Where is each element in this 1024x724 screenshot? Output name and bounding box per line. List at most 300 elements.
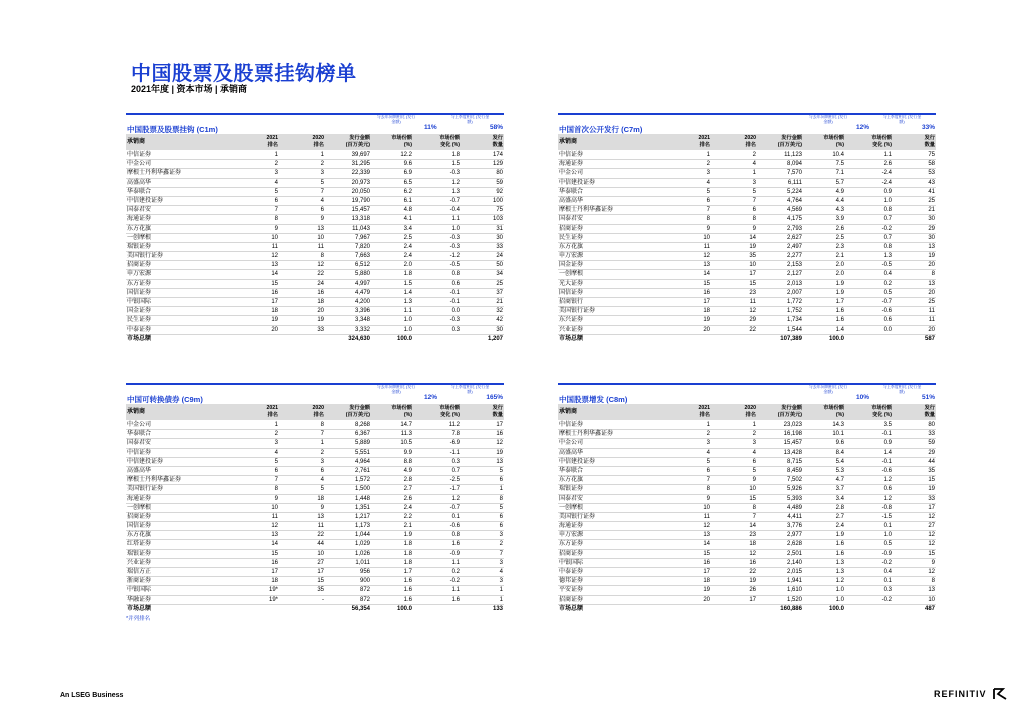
- proceeds: 4,764: [786, 197, 802, 204]
- table-row: [126, 577, 504, 586]
- underwriter-name: 中泰证券: [559, 569, 584, 575]
- rank-2021: 14: [703, 271, 710, 278]
- market-share: 1.0: [835, 587, 844, 594]
- proceeds: 5,224: [786, 188, 802, 195]
- share-change: 1.2: [883, 477, 892, 484]
- table-row: [126, 270, 504, 279]
- market-share: 1.5: [403, 280, 412, 287]
- market-share: 5.7: [835, 179, 844, 186]
- share-change: -2.4: [881, 170, 892, 177]
- header-rank-2020-line2: 排名: [745, 411, 756, 418]
- rank-2020: 5: [752, 467, 756, 474]
- table-row: [126, 298, 504, 307]
- table-row: [558, 206, 936, 215]
- rank-2020: 23: [749, 289, 756, 296]
- deal-count: 92: [496, 188, 503, 195]
- table-row: [126, 234, 504, 243]
- proceeds: 1,026: [354, 550, 370, 557]
- market-share: 1.6: [403, 596, 412, 603]
- rank-2021: 15: [271, 280, 278, 287]
- rank-2020: 1: [752, 170, 756, 177]
- panel-top-rule: [558, 113, 936, 115]
- underwriter-name: 东方花旗: [127, 532, 152, 539]
- proceeds: 2,013: [786, 280, 802, 287]
- refinitiv-wordmark: REFINITIV: [934, 689, 987, 699]
- table-row: [126, 495, 504, 504]
- rank-2020: 4: [320, 477, 324, 484]
- table-row: [126, 243, 504, 252]
- market-share: 2.0: [403, 262, 412, 269]
- underwriter-name: 国信证券: [127, 289, 152, 296]
- header-deal-count: [479, 135, 503, 148]
- market-share: 2.1: [403, 523, 412, 530]
- proceeds: 1,941: [786, 578, 802, 585]
- table-row: [126, 197, 504, 206]
- rank-2021: 4: [706, 179, 710, 186]
- underwriter-name: 国泰君安: [559, 216, 584, 223]
- yoy-change-value: 10%: [856, 394, 870, 401]
- table-row: [558, 215, 936, 224]
- header-market-share-line1: 市场份额: [391, 405, 412, 411]
- rank-2020: 8: [320, 253, 324, 260]
- header-rank-2020-line2: 排名: [313, 411, 324, 418]
- share-change: -0.6: [449, 523, 460, 530]
- header-rank-2020: [294, 135, 324, 148]
- rank-2021: 16: [703, 559, 710, 566]
- proceeds: 5,880: [354, 271, 370, 278]
- rank-2020: 9: [752, 477, 756, 484]
- proceeds: 1,448: [354, 495, 370, 502]
- header-market-share-line2: (%): [835, 141, 844, 148]
- rank-2021: 6: [706, 197, 710, 204]
- rank-2020: 10: [317, 234, 324, 241]
- proceeds: 1,772: [786, 299, 802, 305]
- share-change: 0.7: [451, 467, 460, 474]
- rank-2021: 8: [274, 216, 278, 223]
- underwriter-name: 平安证券: [559, 587, 584, 594]
- table-row: [558, 495, 936, 504]
- market-share: 3.4: [835, 495, 844, 502]
- deal-count: 7: [499, 550, 503, 557]
- header-rank-2021-line1: 2021: [698, 135, 710, 141]
- proceeds: 5,889: [354, 440, 370, 447]
- market-share: 1.6: [835, 550, 844, 557]
- deal-count: 2: [499, 541, 503, 548]
- rank-2021: 15: [703, 280, 710, 287]
- deal-count: 34: [496, 271, 503, 278]
- market-share: 1.3: [835, 559, 844, 566]
- header-market-share-line2: (%): [403, 141, 412, 148]
- table-row: [126, 458, 504, 467]
- rank-2020: 17: [749, 271, 756, 278]
- market-share: 7.5: [835, 161, 844, 168]
- header-share-change-line1: 市场份额: [871, 135, 892, 141]
- market-share: 1.8: [403, 271, 412, 278]
- proceeds: 20,973: [351, 179, 370, 186]
- market-share: 14.3: [832, 422, 844, 428]
- header-share-change-line2: 变化 (%): [872, 411, 892, 418]
- table-row: [126, 225, 504, 234]
- header-rank-2020-line1: 2020: [312, 135, 324, 141]
- deal-count: 19: [928, 486, 935, 493]
- table-row: [558, 261, 936, 270]
- share-change: 11.2: [448, 422, 460, 428]
- proceeds: 1,734: [786, 317, 802, 324]
- header-rank-2021-line2: 排名: [267, 411, 278, 418]
- table-row: [558, 430, 936, 439]
- share-change: 1.5: [451, 161, 460, 168]
- table-header: [126, 404, 504, 420]
- share-change: 0.6: [451, 280, 460, 287]
- market-share: 6.2: [403, 188, 412, 195]
- table-row: [126, 169, 504, 178]
- table-row: [558, 243, 936, 252]
- panel-title: 中国股票及股票挂钩 (C1m): [127, 125, 218, 134]
- underwriter-name: 兴业证券: [127, 559, 152, 566]
- rank-2020: 9: [752, 225, 756, 232]
- header-underwriter: 承销商: [127, 139, 146, 145]
- underwriter-name: 高盛高华: [559, 449, 584, 456]
- table-header: [558, 404, 936, 420]
- header-rank-2020-line2: 排名: [313, 141, 324, 148]
- rank-2021: 13: [271, 532, 278, 539]
- rank-2020: 4: [752, 449, 756, 456]
- table-row: [126, 188, 504, 197]
- market-share: 1.6: [835, 308, 844, 315]
- share-change: -2.5: [449, 477, 460, 484]
- deal-count: 12: [928, 513, 935, 520]
- market-share: 8.8: [403, 458, 412, 465]
- underwriter-name: 东方花旗: [559, 243, 584, 250]
- share-change: 0.7: [883, 234, 892, 241]
- rank-2020: 7: [752, 513, 756, 520]
- deal-count: 37: [496, 289, 503, 296]
- underwriter-name: 中金公司: [559, 440, 584, 447]
- deal-count: 80: [496, 170, 503, 177]
- rank-2021: 12: [703, 253, 710, 260]
- proceeds: 6,367: [354, 431, 370, 438]
- table-row: [126, 550, 504, 559]
- rank-2020: 44: [317, 541, 324, 548]
- market-share: 2.7: [835, 513, 844, 520]
- table-row: [126, 586, 504, 595]
- rank-2020: 10: [749, 262, 756, 269]
- deal-count: 21: [496, 299, 503, 305]
- proceeds: 1,544: [786, 326, 802, 333]
- table-row: [126, 326, 504, 335]
- share-change: -0.9: [449, 550, 460, 557]
- table-row: [126, 252, 504, 261]
- market-share: 1.2: [835, 578, 844, 585]
- proceeds: 31,295: [351, 161, 370, 168]
- underwriter-name: 东方证券: [559, 541, 584, 548]
- total-row: [126, 605, 504, 613]
- rank-2020: 3: [752, 179, 756, 186]
- underwriter-name: 德邦证券: [559, 578, 584, 585]
- header-proceeds: [762, 405, 802, 418]
- market-share: 6.1: [403, 197, 412, 204]
- market-share: 6.9: [403, 170, 412, 177]
- rank-2020: 3: [320, 458, 324, 465]
- rank-2020: 5: [752, 188, 756, 195]
- header-rank-2020-line1: 2020: [312, 405, 324, 411]
- rank-2021: 5: [706, 188, 710, 195]
- market-share: 9.9: [403, 449, 412, 456]
- table-row: [558, 188, 936, 197]
- proceeds: 4,200: [354, 299, 370, 305]
- deal-count: 12: [928, 541, 935, 548]
- header-rank-2021: [248, 405, 278, 418]
- table-row: [558, 252, 936, 261]
- deal-count: 16: [496, 431, 503, 438]
- qoq-change-value: 165%: [486, 394, 503, 401]
- proceeds: 13,318: [351, 216, 370, 223]
- rank-2020: 15: [317, 578, 324, 585]
- header-deal-count-line2: 数量: [924, 141, 935, 148]
- share-change: 3.5: [883, 422, 892, 428]
- share-change: 1.1: [883, 152, 892, 158]
- rank-2020: 1: [320, 152, 324, 158]
- share-change: 0.7: [883, 216, 892, 223]
- market-share: 4.9: [835, 188, 844, 195]
- proceeds: 16,198: [783, 431, 802, 438]
- deal-count: 27: [928, 523, 935, 530]
- footnote: [126, 344, 504, 352]
- footnote: [558, 344, 936, 352]
- table-row: [558, 522, 936, 531]
- table-row: [558, 568, 936, 577]
- rank-2020: 11: [749, 299, 756, 305]
- underwriter-name: 瑞信方正: [127, 569, 152, 575]
- rank-2021: 9: [706, 225, 710, 232]
- total-deal-count: 133: [492, 605, 503, 612]
- rank-2020: 13: [317, 225, 324, 232]
- rank-2020: 18: [317, 495, 324, 502]
- rank-2020: 15: [749, 495, 756, 502]
- rank-2021: 15: [703, 550, 710, 557]
- header-underwriter: 承销商: [559, 139, 578, 145]
- market-share: 2.0: [835, 262, 844, 269]
- market-share: 6.5: [403, 179, 412, 186]
- underwriter-name: 国信证券: [559, 289, 584, 296]
- share-change: 0.4: [883, 569, 892, 575]
- qoq-label: 与上季度相比 (发行金额): [450, 384, 490, 394]
- table-row: [126, 513, 504, 522]
- deal-count: 21: [928, 207, 935, 214]
- market-share: 3.4: [403, 225, 412, 232]
- rank-2020: 11: [317, 523, 324, 530]
- market-share: 2.4: [835, 523, 844, 530]
- total-market-share: 100.0: [828, 605, 844, 612]
- market-share: 9.6: [835, 440, 844, 447]
- rank-2020: 8: [320, 422, 324, 428]
- share-change: -1.5: [881, 513, 892, 520]
- total-underwriter-name: 市场总额: [559, 335, 584, 342]
- deal-count: 129: [492, 161, 503, 168]
- proceeds: 1,217: [354, 513, 370, 520]
- table-row: [558, 586, 936, 595]
- underwriter-name: 美国银行证券: [559, 513, 596, 520]
- header-deal-count-line1: 发行: [492, 405, 503, 411]
- share-change: -0.9: [881, 550, 892, 557]
- rank-2020: 17: [749, 596, 756, 603]
- rank-2020: 12: [317, 262, 324, 269]
- rank-2020: 1: [320, 440, 324, 447]
- proceeds: 5,926: [786, 486, 802, 493]
- header-deal-count-line1: 发行: [924, 405, 935, 411]
- rank-2020: 9: [320, 216, 324, 223]
- proceeds: 5,551: [354, 449, 370, 456]
- share-change: -0.7: [449, 504, 460, 511]
- share-change: 1.4: [883, 449, 892, 456]
- table-row: [126, 449, 504, 458]
- deal-count: 25: [928, 197, 935, 204]
- header-share-change-line1: 市场份额: [439, 405, 460, 411]
- deal-count: 20: [928, 262, 935, 269]
- rank-2020: 2: [320, 449, 324, 456]
- proceeds: 7,570: [786, 170, 802, 177]
- underwriter-name: 中信证券: [559, 152, 584, 158]
- refinitiv-logo: [934, 688, 1007, 700]
- market-share: 1.6: [403, 587, 412, 594]
- deal-count: 32: [496, 308, 503, 315]
- underwriter-name: 中信证券: [127, 449, 152, 456]
- yoy-label: 与去年同期相比 (发行金额): [376, 384, 416, 394]
- share-change: -0.3: [449, 243, 460, 250]
- proceeds: 1,520: [786, 596, 802, 603]
- rank-2020: 35: [317, 587, 324, 594]
- share-change: 0.1: [451, 513, 460, 520]
- underwriter-name: 高盛高华: [559, 197, 584, 204]
- share-change: 0.8: [451, 532, 460, 539]
- deal-count: 13: [496, 458, 503, 465]
- table-row: [558, 270, 936, 279]
- rank-2021: 7: [706, 477, 710, 484]
- table-header: [126, 134, 504, 150]
- total-underwriter-name: 市场总额: [127, 605, 152, 612]
- header-deal-count-line2: 数量: [492, 411, 503, 418]
- panel-title: 中国可转换债券 (C9m): [127, 395, 203, 404]
- underwriter-name: 国泰君安: [127, 207, 152, 214]
- proceeds: 7,502: [786, 477, 802, 484]
- rank-2020: 3: [320, 170, 324, 177]
- market-share: 1.8: [403, 550, 412, 557]
- rank-2021: 10: [703, 234, 710, 241]
- total-deal-count: 587: [924, 335, 935, 342]
- share-change: -0.4: [449, 207, 460, 214]
- deal-count: 5: [499, 467, 503, 474]
- rank-2020: 19: [317, 317, 324, 324]
- market-share: 9.6: [403, 161, 412, 168]
- proceeds: 2,277: [786, 253, 802, 260]
- share-change: 0.3: [883, 587, 892, 594]
- market-share: 1.6: [835, 317, 844, 324]
- share-change: -0.2: [881, 559, 892, 566]
- deal-count: 6: [499, 477, 503, 484]
- deal-count: 11: [928, 317, 935, 324]
- rank-2020: 14: [749, 523, 756, 530]
- deal-count: 8: [931, 271, 935, 278]
- market-share: 4.3: [835, 207, 844, 214]
- market-share: 1.4: [403, 289, 412, 296]
- header-rank-2021-line2: 排名: [267, 141, 278, 148]
- rank-2021: 10: [271, 504, 278, 511]
- deal-count: 30: [928, 216, 935, 223]
- table-row: [558, 307, 936, 316]
- underwriter-name: 中银国际: [559, 559, 584, 566]
- proceeds: 2,977: [786, 532, 802, 539]
- proceeds: 1,610: [786, 587, 802, 594]
- market-share: 1.0: [403, 317, 412, 324]
- rank-2021: 10: [271, 234, 278, 241]
- underwriter-name: 招商证券: [559, 225, 584, 232]
- underwriter-name: 海通证券: [559, 523, 584, 530]
- underwriter-name: 中金公司: [559, 170, 584, 177]
- underwriter-name: 海通证券: [127, 495, 152, 502]
- header-underwriter: 承销商: [127, 409, 146, 415]
- header-share-change: [420, 135, 460, 148]
- total-market-share: 100.0: [828, 335, 844, 342]
- table-row: [126, 467, 504, 476]
- deal-count: 3: [499, 578, 503, 585]
- table-row: [558, 531, 936, 540]
- deal-count: 59: [928, 440, 935, 447]
- deal-count: 6: [499, 523, 503, 530]
- deal-count: 8: [499, 495, 503, 502]
- deal-count: 12: [928, 569, 935, 575]
- rank-2020: 29: [749, 317, 756, 324]
- deal-count: 17: [928, 504, 935, 511]
- market-share: 2.4: [403, 243, 412, 250]
- table-row: [558, 577, 936, 586]
- rank-2021: 2: [706, 161, 710, 168]
- deal-count: 103: [492, 216, 503, 223]
- share-change: 0.8: [883, 207, 892, 214]
- proceeds: 4,569: [786, 207, 802, 214]
- underwriter-name: 东方花旗: [127, 225, 152, 232]
- rank-2021: 15: [271, 550, 278, 557]
- market-share: 2.2: [403, 513, 412, 520]
- proceeds: 1,029: [354, 541, 370, 548]
- rank-2020: 13: [317, 513, 324, 520]
- header-proceeds-line2: (百万美元): [777, 411, 802, 418]
- share-change: 0.8: [883, 243, 892, 250]
- market-share: 1.0: [835, 596, 844, 603]
- table-body: [126, 151, 504, 352]
- qoq-label: 与上季度相比 (发行金额): [882, 114, 922, 124]
- rank-2021: 17: [703, 299, 710, 305]
- rank-2021: 9: [274, 495, 278, 502]
- market-share: 2.0: [835, 271, 844, 278]
- proceeds: 3,396: [354, 308, 370, 315]
- deal-count: 10: [928, 596, 935, 603]
- rank-2021: 12: [271, 523, 278, 530]
- underwriter-name: 一创摩根: [127, 234, 152, 241]
- share-change: 1.3: [883, 253, 892, 260]
- header-deal-count-line1: 发行: [492, 135, 503, 141]
- header-proceeds-line2: (百万美元): [345, 141, 370, 148]
- underwriter-name: 华泰联合: [559, 467, 584, 474]
- share-change: 1.1: [451, 587, 460, 594]
- deal-count: 29: [928, 225, 935, 232]
- rank-2020: 6: [320, 207, 324, 214]
- header-market-share-line1: 市场份额: [823, 405, 844, 411]
- rank-2021: 3: [706, 440, 710, 447]
- proceeds: 22,339: [351, 170, 370, 177]
- proceeds: 1,011: [355, 559, 370, 566]
- deal-count: 20: [928, 289, 935, 296]
- rank-2020: 9: [320, 504, 324, 511]
